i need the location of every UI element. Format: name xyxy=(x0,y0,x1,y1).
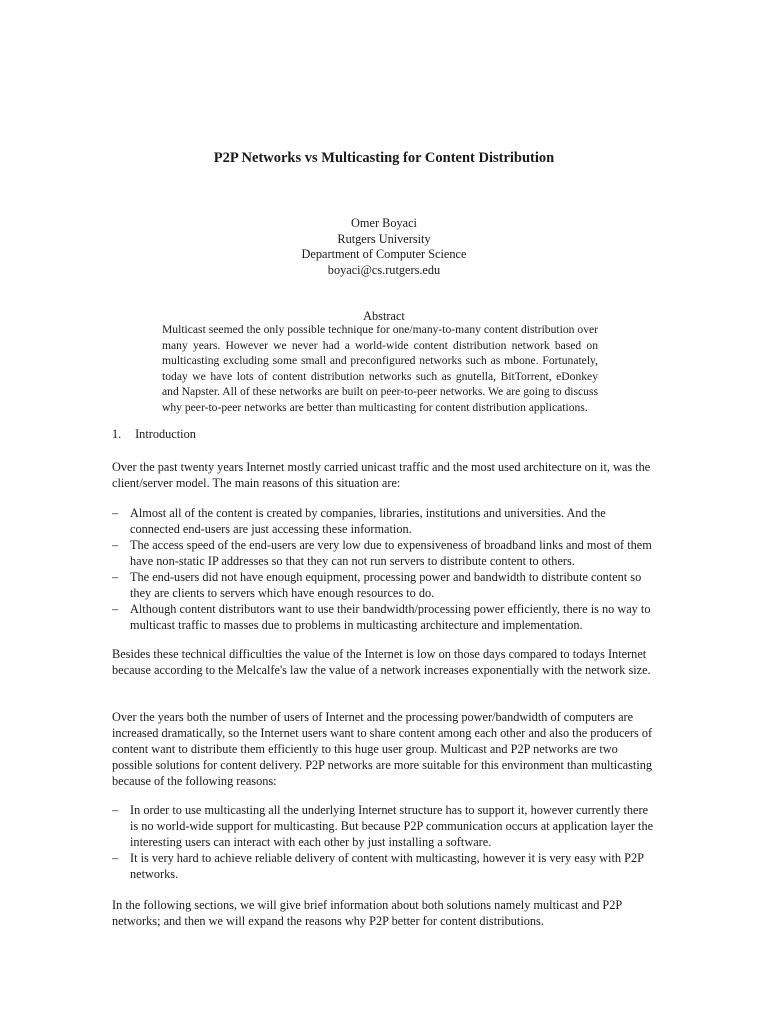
list-item xyxy=(112,601,658,633)
list-item xyxy=(112,850,658,882)
list-item xyxy=(112,537,658,569)
list-item-text: In order to use multicasting all the underlying Internet structure has to support it, however currently there is no world-wide support for multicasting. But because P2P communication occurs at application layer the interesting users can interact with each other by just installing a software. xyxy=(130,803,654,849)
section-heading xyxy=(112,427,196,442)
list-item-text: The access speed of the end-users are very low due to expensiveness of broadband links and most of them have non-static IP addresses so that they can not run servers to distribute content to others. xyxy=(130,538,652,568)
author-department: Department of Computer Science xyxy=(301,247,467,261)
bullet-dash: – xyxy=(112,602,119,616)
abstract-text: Multicast seemed the only possible technique for one/many-to-many content distribution over many years. However we never had a world-wide content distribution network based on multicasting excluding some small and preconfigured networks such as mbone. Fortunately, today we have lots of content distribution networks such as gnutella, BitTorrent, eDonkey and Napster. All of these networks are built on peer-to-peer networks. We are going to discuss why peer-to-peer networks are better than multicasting for content distribution applications. xyxy=(162,323,598,414)
author-affiliation: Rutgers University xyxy=(337,231,431,246)
paper-title: P2P Networks vs Multicasting for Content Distribution xyxy=(213,150,555,166)
section-number: 1. xyxy=(112,427,122,441)
list-item-text: It is very hard to achieve reliable delivery of content with multicasting, however it is very easy with P2P networks. xyxy=(130,851,644,881)
list-item-text: Almost all of the content is created by companies, libraries, institutions and universities. And the connected end-users are just accessing these information. xyxy=(130,506,606,536)
paragraph-4: In the following sections, we will give brief information about both solutions namely multicast and P2P networks; and then we will expand the reasons why P2P better for content distributions. xyxy=(112,898,622,928)
list-item xyxy=(112,569,658,601)
bullet-dash: – xyxy=(112,570,119,584)
bullet-list-2 xyxy=(112,802,658,882)
abstract-heading: Abstract xyxy=(363,309,405,323)
author-block xyxy=(0,216,768,278)
list-item xyxy=(112,505,658,537)
bullet-dash: – xyxy=(112,506,119,520)
list-item xyxy=(112,802,658,850)
paragraph-2: Besides these technical difficulties the value of the Internet is low on those days compared to todays Internet because according to the Melcalfe's law the value of a network increases exponentially with the network size. xyxy=(112,647,651,677)
paragraph-1: Over the past twenty years Internet mostly carried unicast traffic and the most used architecture on it, was the client/server model. The main reasons of this situation are: xyxy=(112,460,651,490)
bullet-list-1 xyxy=(112,505,658,633)
list-item-text: Although content distributors want to use their bandwidth/processing power efficiently, there is no way to multicast traffic to masses due to problems in multicasting architecture and implementation. xyxy=(130,602,651,632)
bullet-dash: – xyxy=(112,803,119,817)
section-title: Introduction xyxy=(135,427,196,441)
list-item-text: The end-users did not have enough equipment, processing power and bandwidth to distribute content so they are clients to servers which have enough resources to do. xyxy=(130,570,642,600)
paragraph-3: Over the years both the number of users of Internet and the processing power/bandwidth of computers are increased dramatically, so the Internet users want to share content among each other and also the producers of content want to distribute them efficiently to this huge user group. Multicast and P2P networks are two possible solutions for content delivery. P2P networks are more suitable for this environment than multicasting because of the following reasons: xyxy=(112,710,653,788)
bullet-dash: – xyxy=(112,538,119,552)
bullet-dash: – xyxy=(112,851,119,865)
author-name: Omer Boyaci xyxy=(351,216,417,230)
author-email: boyaci@cs.rutgers.edu xyxy=(327,262,441,277)
